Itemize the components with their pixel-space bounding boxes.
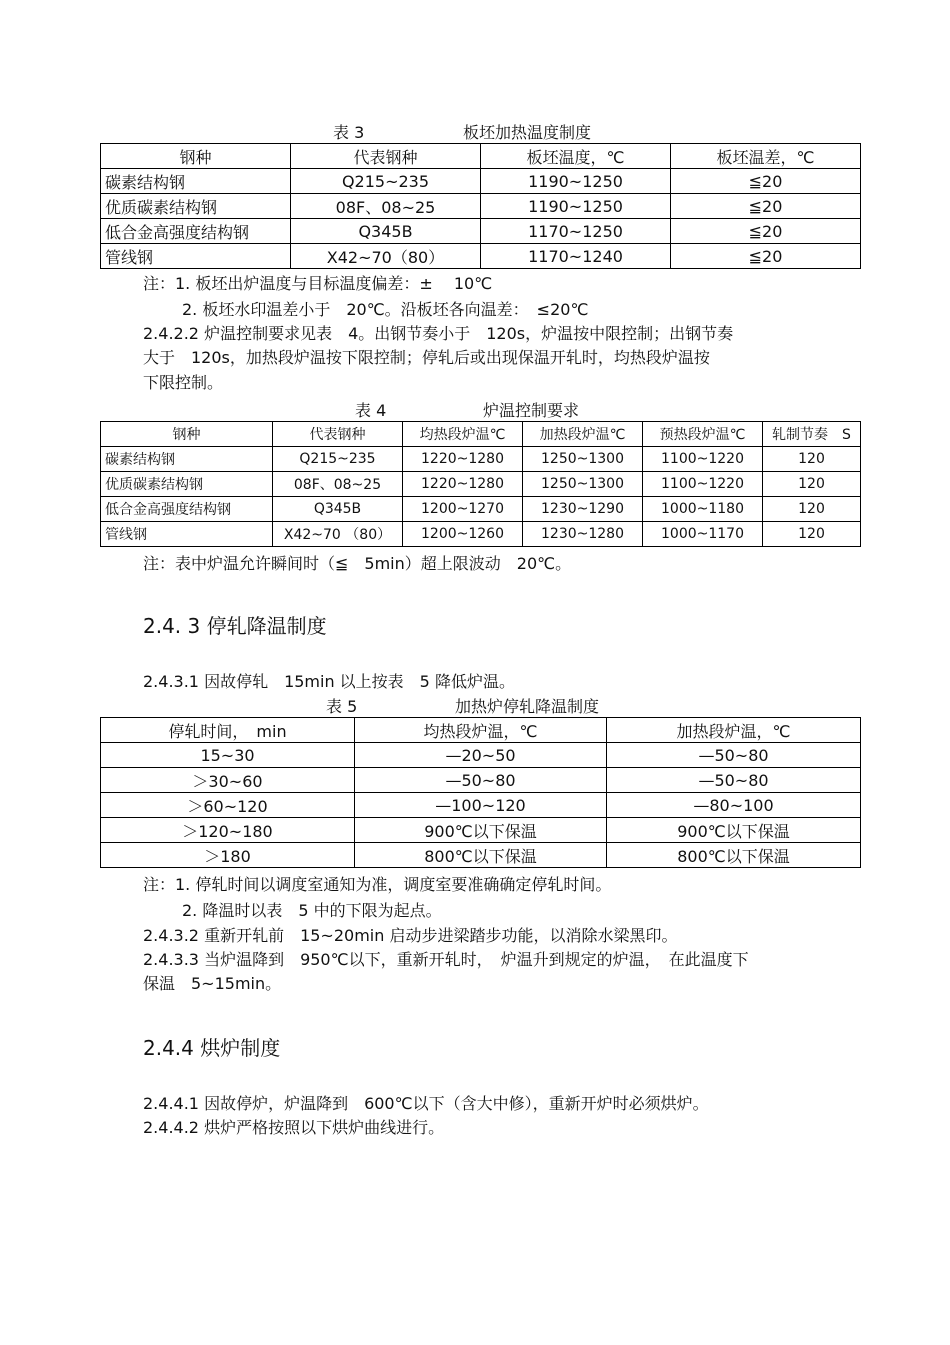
- section-heading-2-4-4: 2.4.4 烘炉制度: [143, 1036, 281, 1060]
- table-cell: Q345B: [273, 497, 403, 522]
- table-cell: 管线钢: [101, 244, 291, 269]
- table-row: [101, 194, 861, 219]
- table-cell: Q215~235: [291, 169, 481, 194]
- table-cell: ＞60~120: [101, 793, 355, 818]
- table-row: [101, 818, 861, 843]
- table-cell: 1170~1250: [481, 219, 671, 244]
- table-cell: X42~70 （80）: [273, 522, 403, 547]
- table-row: [101, 522, 861, 547]
- table-row: [101, 169, 861, 194]
- paragraph-2-4-3-3-line-2: 保温 5~15min。: [143, 974, 282, 993]
- table-cell: 120: [763, 522, 861, 547]
- table-cell: 优质碳素结构钢: [101, 194, 291, 219]
- table-row: [101, 768, 861, 793]
- table-cell: 1250~1300: [523, 447, 643, 472]
- table-cell: —50~80: [607, 743, 861, 768]
- table-cell: 1190~1250: [481, 169, 671, 194]
- table5-caption-number: 表 5: [326, 697, 358, 716]
- table4-header-cell: 钢种: [101, 422, 273, 447]
- paragraph-2-4-4-2: 2.4.4.2 烘炉严格按照以下烘炉曲线进行。: [143, 1118, 445, 1137]
- table-cell: 1230~1280: [523, 522, 643, 547]
- table-cell: 800℃以下保温: [355, 843, 607, 868]
- table4-header-cell: 轧制节奏 S: [763, 422, 861, 447]
- table3-header-cell: 代表钢种: [291, 144, 481, 169]
- table-cell: —20~50: [355, 743, 607, 768]
- table-cell: 1100~1220: [643, 447, 763, 472]
- paragraph-2-4-2-2-line-3: 下限控制。: [143, 373, 224, 392]
- table5-header-cell: 停轧时间， min: [101, 718, 355, 743]
- section-heading-2-4-3: 2.4. 3 停轧降温制度: [143, 614, 327, 638]
- table3-note-1: 注：1. 板坯出炉温度与目标温度偏差：± 10℃: [143, 274, 493, 293]
- table-cell: 1200~1270: [403, 497, 523, 522]
- table-cell: ＞180: [101, 843, 355, 868]
- table-cell: 1000~1180: [643, 497, 763, 522]
- table-cell: ≦20: [671, 219, 861, 244]
- table3-header-cell: 板坯温度，℃: [481, 144, 671, 169]
- table-cell: 08F、08~25: [291, 194, 481, 219]
- table-cell: ＞120~180: [101, 818, 355, 843]
- table-cell: —100~120: [355, 793, 607, 818]
- table5-header-cell: 均热段炉温，℃: [355, 718, 607, 743]
- table-cell: 低合金高强度结构钢: [101, 497, 273, 522]
- table-cell: ＞30~60: [101, 768, 355, 793]
- paragraph-2-4-3-3-line-1: 2.4.3.3 当炉温降到 950℃以下，重新开轧时， 炉温升到规定的炉温， 在此温度下: [143, 950, 749, 969]
- table-cell: 15~30: [101, 743, 355, 768]
- table-cell: 08F、08~25: [273, 472, 403, 497]
- table-cell: ≦20: [671, 194, 861, 219]
- table-row: [101, 472, 861, 497]
- table4-header-row: [101, 422, 861, 447]
- paragraph-2-4-2-2-line-1: 2.4.2.2 炉温控制要求见表 4。出钢节奏小于 120s，炉温按中限控制；出钢节奏: [143, 324, 734, 343]
- table-cell: 碳素结构钢: [101, 447, 273, 472]
- table4-header-cell: 加热段炉温℃: [523, 422, 643, 447]
- table3-header-cell: 钢种: [101, 144, 291, 169]
- table4-caption-number: 表 4: [355, 401, 387, 420]
- table-row: [101, 843, 861, 868]
- table4-note: 注：表中炉温允许瞬间时（≦ 5min）超上限波动 20℃。: [143, 554, 572, 573]
- table-cell: 管线钢: [101, 522, 273, 547]
- table4-caption-title: 炉温控制要求: [483, 401, 580, 420]
- table-cell: 900℃以下保温: [355, 818, 607, 843]
- table4: [100, 421, 861, 547]
- table-cell: 碳素结构钢: [101, 169, 291, 194]
- table-cell: Q215~235: [273, 447, 403, 472]
- table-cell: 120: [763, 472, 861, 497]
- paragraph-2-4-3-2: 2.4.3.2 重新开轧前 15~20min 启动步进梁踏步功能，以消除水梁黑印。: [143, 926, 678, 945]
- table4-header-cell: 代表钢种: [273, 422, 403, 447]
- paragraph-2-4-2-2-line-2: 大于 120s，加热段炉温按下限控制；停轧后或出现保温开轧时，均热段炉温按: [143, 348, 710, 367]
- table-cell: 120: [763, 447, 861, 472]
- table-cell: 优质碳素结构钢: [101, 472, 273, 497]
- table-row: [101, 793, 861, 818]
- table-cell: ≦20: [671, 169, 861, 194]
- table5-caption-title: 加热炉停轧降温制度: [455, 697, 600, 716]
- table3-caption-number: 表 3: [333, 123, 365, 142]
- table-cell: 1230~1290: [523, 497, 643, 522]
- table-cell: ≦20: [671, 244, 861, 269]
- table-cell: 1220~1280: [403, 472, 523, 497]
- table-cell: 1250~1300: [523, 472, 643, 497]
- table-row: [101, 447, 861, 472]
- paragraph-2-4-3-1: 2.4.3.1 因故停轧 15min 以上按表 5 降低炉温。: [143, 672, 515, 691]
- table-cell: 1000~1170: [643, 522, 763, 547]
- table-cell: 800℃以下保温: [607, 843, 861, 868]
- table-cell: —50~80: [355, 768, 607, 793]
- table-cell: —80~100: [607, 793, 861, 818]
- table-cell: 低合金高强度结构钢: [101, 219, 291, 244]
- table3-caption-title: 板坯加热温度制度: [463, 123, 592, 142]
- table5-header-row: [101, 718, 861, 743]
- table-cell: —50~80: [607, 768, 861, 793]
- table-row: [101, 219, 861, 244]
- table4-header-cell: 预热段炉温℃: [643, 422, 763, 447]
- paragraph-2-4-4-1: 2.4.4.1 因故停炉，炉温降到 600℃以下（含大中修），重新开炉时必须烘炉。: [143, 1094, 709, 1113]
- table4-header-cell: 均热段炉温℃: [403, 422, 523, 447]
- table5-note-1: 注：1. 停轧时间以调度室通知为准，调度室要准确确定停轧时间。: [143, 875, 612, 894]
- table-cell: X42~70（80）: [291, 244, 481, 269]
- table-cell: 1100~1220: [643, 472, 763, 497]
- table-cell: 1170~1240: [481, 244, 671, 269]
- table-cell: 1190~1250: [481, 194, 671, 219]
- table5-header-cell: 加热段炉温，℃: [607, 718, 861, 743]
- table-row: [101, 244, 861, 269]
- table-cell: 1220~1280: [403, 447, 523, 472]
- table-cell: Q345B: [291, 219, 481, 244]
- table-cell: 120: [763, 497, 861, 522]
- table5-note-2: 2. 降温时以表 5 中的下限为起点。: [182, 901, 442, 920]
- table3-header-row: [101, 144, 861, 169]
- table3-note-2: 2. 板坯水印温差小于 20℃。沿板坯各向温差： ≤20℃: [182, 300, 589, 319]
- table3-header-cell: 板坯温差，℃: [671, 144, 861, 169]
- table3: [100, 143, 861, 269]
- table-row: [101, 497, 861, 522]
- table-row: [101, 743, 861, 768]
- table-cell: 900℃以下保温: [607, 818, 861, 843]
- table-cell: 1200~1260: [403, 522, 523, 547]
- table5: [100, 717, 861, 868]
